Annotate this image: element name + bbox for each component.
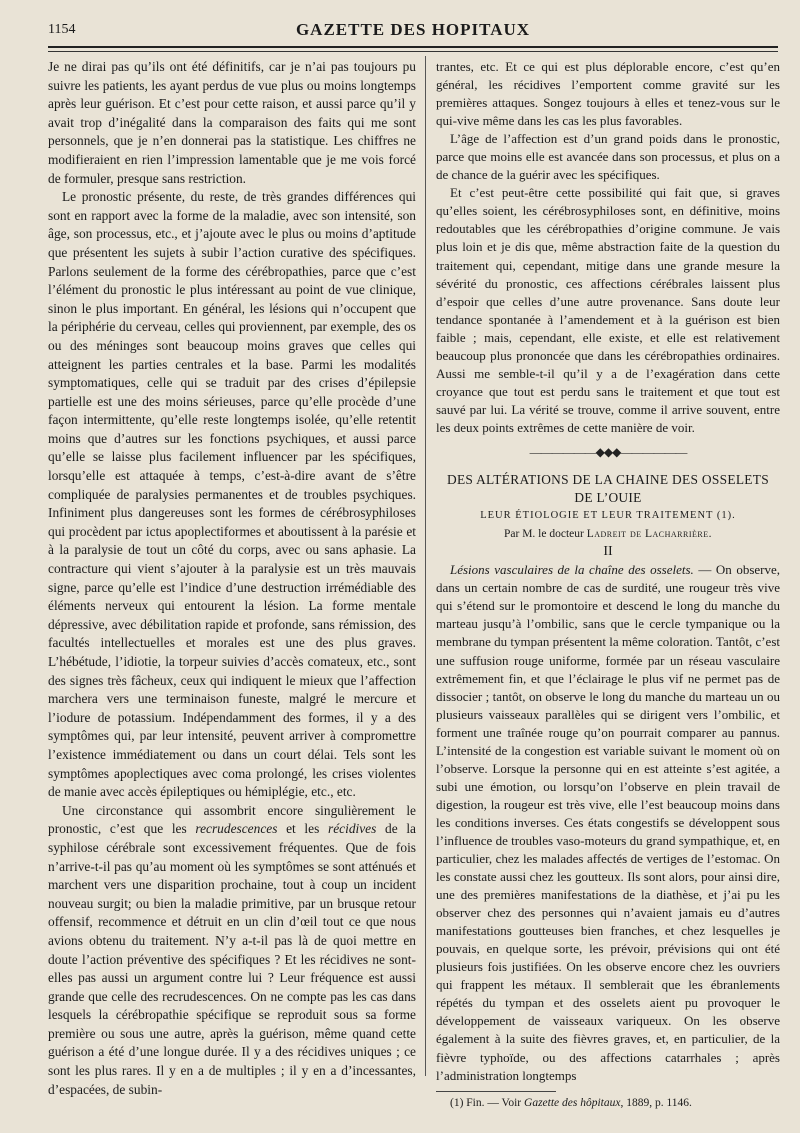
text-run: (1) Fin. — Voir <box>450 1096 525 1109</box>
header-rule-thin <box>48 51 778 52</box>
italic-term: recrudescences <box>195 821 278 837</box>
column-separator <box>425 56 426 1076</box>
page-header <box>48 18 778 44</box>
article-author <box>436 525 780 543</box>
text-run: Une circonstance qui assombrit encore singulièrement le pronostic, c’est que les <box>48 802 416 837</box>
page-number: 1154 <box>48 22 76 37</box>
italic-term: Gazette des hôpitaux <box>524 1096 621 1109</box>
left-column <box>48 58 416 1099</box>
article-title: DES ALTÉRATIONS DE LA CHAINE DES OSSELETS DE L’OUIE <box>446 472 770 506</box>
author-prefix: Par M. le docteur <box>504 528 587 541</box>
paragraph-lead: Lésions vasculaires de la chaîne des osselets. <box>450 562 694 578</box>
right-column <box>436 58 780 1111</box>
section-number: II <box>603 544 613 560</box>
text-run: , 1889, p. 1146. <box>620 1096 692 1109</box>
paragraph <box>48 802 416 1100</box>
footnote-rule <box>436 1091 556 1092</box>
text-run: de la syphilose cérébrale sont excessivement fréquentes. Que de fois n’arrive-t-il pas qu’au moment où les symptômes se sont atténués et marchent vers une disparition prochaine, tout à coup un incident nouveau surgit; ou bien la maladie primitive, par un brusque retour offensif, recommence et détruit en un clin d’œil tout ce que nous avions obtenu du traitement. N’y a-t-il pas là de quoi mettre en doute l’action préventive des spécifiques ? Et les récidives ne sont-elles pas aussi un argument contre lui ? Leur fréquence est aussi grande que celle des recrudescences. On ne compte pas les cas dans lesquels la cérébropathie spécifique se reproduit sous sa forme première ou sous une autre, après la guérison, même quand cette guérison a été d’une longue durée. Il y a des récidives uniques ; ce sont les plus rares. Il y en a de multiples ; il y en a d’incessantes, d’espacées, de subin- <box>48 821 416 1097</box>
paragraph: L’âge de l’affection est d’un grand poids dans le pronostic, parce que moins elle est avancée dans son processus, et plus on a de chance de la guérir avec les spécifiques. <box>436 131 780 183</box>
section-ornament: ——————◆◆◆—————— <box>529 444 687 459</box>
article-subtitle: LEUR ÉTIOLOGIE ET LEUR TRAITEMENT (1). <box>480 510 736 522</box>
paragraph: trantes, etc. Et ce qui est plus déplorable encore, c’est qu’en général, les récidives l’emportent comme gravité sur les premières attaques. Songez toujours à elles et tenez-vous sur le qui-vive même dans les cas les plus favorables. <box>436 59 780 129</box>
footnote <box>436 1096 780 1111</box>
paragraph: Et c’est peut-être cette possibilité qui fait que, si graves qu’elles soient, les cérébrosyphiloses sont, en définitive, moins redoutables que les cérébropathies d’origine commune. Je vais plus loin et je dis que, même abstraction faite de la question du traitement qui, cependant, mitige dans une grande mesure la sévérité du pronostic, ces affections cérébrales laissent plus d’espoir que celles d’une autre provenance. Sans doute leur tendance spontanée à l’amendement et à la guérison est bien faible ; mais, cependant, elle existe, et elle est relativement beaucoup plus prononcée que dans les cérébropathies ordinaires. Aussi me semble-t-il qu’il y a de l’exagération dans cette croyance que tout est perdu sans le traitement et que tout est sauvé par lui. La vérité se trouve, comme il arrive souvent, entre les deux points extrêmes de cette manière de voir. <box>436 185 780 435</box>
italic-term: récidives <box>328 821 377 837</box>
paragraph: Le pronostic présente, du reste, de très grandes différences qui sont en rapport avec la forme de la maladie, avec son intensité, son âge, son processus, etc., et j’ajoute avec le plus ou moins d’aptitude que présentent les sujets à subir l’action curative des spécifiques. Parlons seulement de la forme des cérébropathies, parce que c’est l’élément du pronostic le plus intéressant au point de vue clinique, sinon le plus important. En général, les lésions qui n’occupent que la périphérie du cerveau, celles qui proviennent, par exemple, des os ou des méninges sont beaucoup moins graves que celles qui atteignent les parties centrales et la base. Parmi les modalités symptomatiques, celle qui se traduit par des crises d’épilepsie partielle est une des moins sérieuses, parce qu’elle procède d’une façon intermittente, qu’elle reste longtemps isolée, qu’elle retentit moins que d’autres sur les fonctions psychiques, et aussi parce qu’elle se laisse plus facilement influencer par les spécifiques, lorsqu’elle est attaquée à temps, c’est-à-dire avant de s’être compliquée de paralysies permanentes et de troubles psychiques. Infiniment plus dangereuses sont les formes de cérébrosyphiloses qui procèdent par ictus apoplectiformes et aboutissent à la parésie et à la paralysie de tout un côté du corps, avec ou sans aphasie. La contracture qui vient s’ajouter à la paralysie est un très mauvais signe, parce qu’elle est l’indice d’une destruction irrémédiable des éléments nerveux qui entourent la lésion. La forme mentale dépressive, avec débilitation rapide et profonde, sans rémission, des facultés intellectuelles et morales est une des plus graves. L’hébétude, l’idiotie, la torpeur suivies d’accès comateux, etc., sont des signes très fâcheux, ceux qui indiquent le mieux que l’affection marchera vers une terminaison funeste, malgré le mercure et l’iodure de potassium. Indépendamment des formes, il y a des symptômes qui, par leur intensité, peuvent arriver à compromettre l’existence immédiatement ou dans un court délai. Tels sont les symptômes apoplectiques avec coma prolongé, les crises violentes de manie avec accès épileptiques ou hémiplégie, etc., etc. <box>48 189 416 800</box>
text-run: et les <box>277 821 328 837</box>
text-run: — On observe, dans un certain nombre de cas de surdité, une rougeur très vive qui s’étend sur le promontoire et descend le long du manche du marteau jusqu’à l’ombilic, sans que le cercle tympanique ou la membrane du tympan présentent la même coloration. Tantôt, c’est une suffusion rouge uniforme, formée par un réseau vasculaire extrêmement fin, et que l’éclairage le plus vif ne permet pas de dissocier ; tantôt, on observe le long du manche du marteau un ou plusieurs vaisseaux parallèles qui se dirigent vers l’ombilic, et forment une traînée rouge qu’on pourrait comparer au pannus. L’intensité de la congestion est variable suivant le moment où on l’observe. Lorsque la personne qui en est atteinte s’est agitée, a subi une émotion, ou lorsqu’on l’observe en plein travail de digestion, la rougeur est très vive, elle l’est beaucoup moins dans les conditions inverses. Ces états congestifs se développent sous l’influence de troubles vaso-moteurs du grand sympathique, et, en particulier, chez les malades affectés de vertiges de l’estomac. On les constate aussi chez les goutteux. Ils sont alors, pour ainsi dire, une des premières manifestations de la diathèse, et j’ai pu les observer chez des personnes qui n’avaient jamais eu d’autres manifestations goutteuses bien franches, et chez lesquelles je pouvais, en quelque sorte, les prévoir, prévisions qui ont été plusieurs fois justifiées. On les observe encore chez les ouvriers qui frappent les métaux. Il semblerait que les ébranlements répétés du tympan et des osselets aient pu provoquer le développement de vaisseaux variqueux. On les observe également à la suite des fièvres graves, et, en particulier, de la fièvre typhoïde, ou des affections catarrhales ; après l’administration longtemps <box>436 562 780 1083</box>
author-name: Ladreit de Lacharrière. <box>586 528 712 541</box>
paragraph <box>436 561 780 1084</box>
journal-title: GAZETTE DES HOPITAUX <box>295 20 531 39</box>
paragraph: Je ne dirai pas qu’ils ont été définitifs, car je n’ai pas toujours pu suivre les patients, les ayant perdus de vue plus ou moins longtemps après leur guérison. Et c’est pour cette raison, et aussi parce qu’il y avait trop d’inégalité dans la comparaison des faits qui me sont personnels, que je n’en donnerai pas la statistique. Les chiffres ne modifieraient en rien l’impression lamentable que je me vois forcé de formuler, presque sans restriction. <box>48 59 416 186</box>
header-rule-thick <box>48 46 778 48</box>
